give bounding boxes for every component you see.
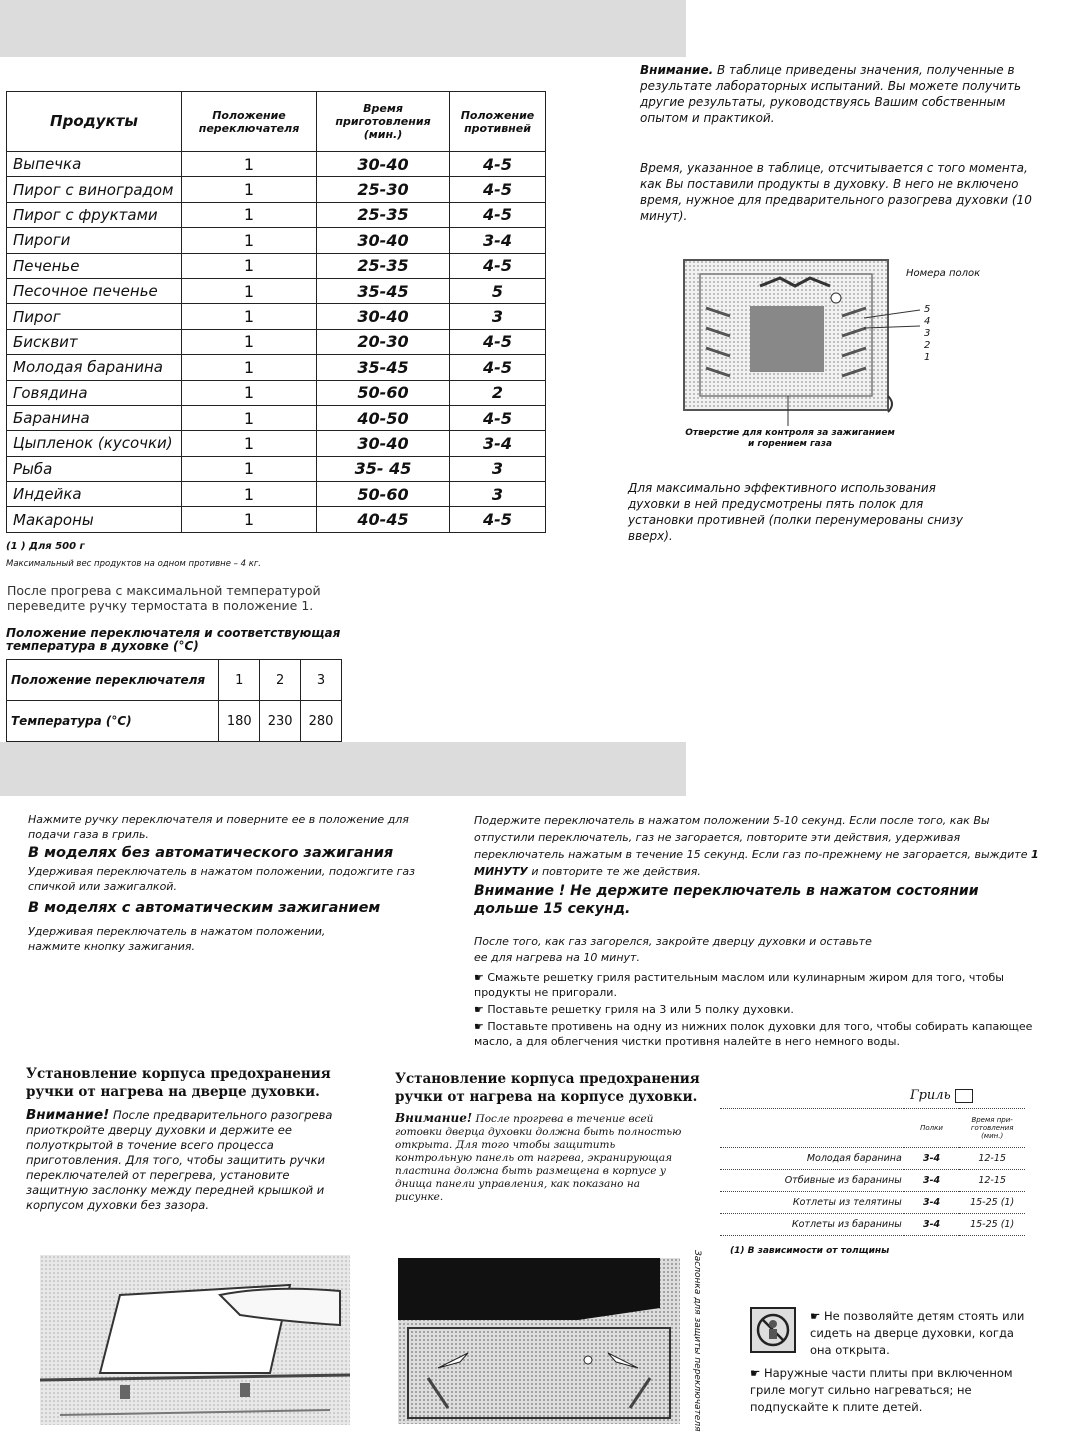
cell-shelf: 4-5 [450,253,546,278]
table-row [7,329,546,354]
grill-cell-shelf: 3-4 [904,1148,959,1170]
door-section-title: Установление корпуса предохранения ручки от нагрева на дверце духовки. [26,1066,331,1100]
grill-cell-time: 15-25 (1) [959,1214,1025,1236]
cell-shelf: 4-5 [450,202,546,227]
cell-shelf: 2 [450,380,546,405]
shelf-number-2: 2 [924,340,931,351]
grill-table-body [720,1148,1025,1236]
temp-position-3: 3 [301,660,342,701]
cell-product: Пирог с виноградом [7,177,182,202]
cell-time: 30-40 [317,228,450,253]
cell-time: 25-35 [317,253,450,278]
grill-cell-time: 15-25 (1) [959,1192,1025,1214]
temp-section-title: Положение переключателя и соответствующая температура в духовке (°C) [6,626,341,653]
shield-side-label: Заслонка для защиты переключателя [692,1250,702,1432]
attention-label: Внимание. [640,63,714,77]
cell-switch: 1 [182,482,317,507]
cell-switch: 1 [182,177,317,202]
col-shelf: Положение противней [450,92,546,152]
grill-icon [955,1089,973,1103]
cell-shelf: 4-5 [450,507,546,532]
hold-switch-text [474,812,1044,880]
safety-hot-parts-text: Наружные части плиты при включенном гриле могут сильно нагреваться; не подпускайте к плите детей. [750,1366,1013,1414]
shelf-number-1: 1 [924,352,931,363]
cell-switch: 1 [182,329,317,354]
grill-row [720,1148,1025,1170]
grill-cell-name: Котлеты из баранины [720,1214,904,1236]
cell-time: 30-40 [317,431,450,456]
cell-time: 40-45 [317,507,450,532]
cell-switch: 1 [182,304,317,329]
cell-switch: 1 [182,278,317,303]
grill-col-empty [720,1109,904,1148]
temp-position-1: 1 [219,660,260,701]
cell-product: Индейка [7,482,182,507]
grill-intro: Нажмите ручку переключателя и поверните ее в положение для подачи газа в гриль. [28,813,409,841]
oven-shelves-diagram [680,256,1040,456]
table-row [7,202,546,227]
grill-title-text: Гриль [910,1088,951,1103]
table-row [7,482,546,507]
body-attention: Внимание! [395,1111,473,1125]
shelf-numbers-list [924,304,930,364]
table-row [7,405,546,430]
cell-switch: 1 [182,507,317,532]
col-switch: Положение переключателя [182,92,317,152]
cell-product: Молодая баранина [7,355,182,380]
grill-cell-name: Отбивные из баранины [720,1170,904,1192]
max-weight-note: Максимальный вес продуктов на одном противне – 4 кг. [6,559,262,569]
temp-value-2: 230 [260,701,301,742]
footnote-1: (1 ) Для 500 г [6,541,85,552]
header-band [0,0,686,57]
cell-switch: 1 [182,355,317,380]
hole-caption-line2: и горением газа [747,439,833,449]
table-row [7,355,546,380]
heading-auto-ignition: В моделях с автоматическим зажиганием [28,900,381,916]
temp-value-3: 280 [301,701,342,742]
table-row [7,152,546,177]
grill-bullet-3 [474,1019,1044,1049]
cell-shelf: 4-5 [450,355,546,380]
cell-product: Макароны [7,507,182,532]
grill-cell-shelf: 3-4 [904,1192,959,1214]
grill-bullet-2 [474,1002,1044,1017]
shelf-number-3: 3 [924,328,931,339]
cell-shelf: 3 [450,456,546,481]
grill-col-shelf: Полки [904,1109,959,1148]
table-row [7,177,546,202]
grill-bullet-3-text: Поставьте противень на одну из нижних полок духовки для того, чтобы собирать капающее масло, а для облегчения чистки противня налейте в него немного воды. [474,1020,1033,1048]
safety-children-text: Не позволяйте детям стоять или сидеть на дверце духовки, когда она открыта. [810,1309,1025,1357]
cell-shelf: 4-5 [450,329,546,354]
time-note: Время, указанное в таблице, отсчитывается с того момента, как Вы поставили продукты в духовку. В него не включено время, нужное для предварительного разогрева духовки (10 минут). [640,161,1032,223]
cell-product: Бисквит [7,329,182,354]
hold-text-b: и повторите те же действия. [531,865,701,878]
side-label-wrap [686,1250,704,1432]
grill-bullet-1 [474,970,1044,1000]
body-section-title: Установление корпуса предохранения ручки от нагрева на корпусе духовки. [395,1071,700,1105]
table-row [7,304,546,329]
cell-time: 50-60 [317,380,450,405]
table-row [7,431,546,456]
door-text: После предварительного разогрева приоткройте дверцу духовки и держите ее полуоткрытой в точение всего процесса приготовления. Для того, чтобы защитить ручки переключателей от перегрева, установите защитную заслонку между передней крышкой и корпусом духовки без зазора. [26,1108,333,1212]
attention-text: В таблице приведены значения, полученные в результате лабораторных испытаний. Вы можете получить другие результаты, руководствуясь Вашим собственным опытом и практикой. [640,63,1022,125]
cell-switch: 1 [182,405,317,430]
grill-cell-name: Котлеты из телятины [720,1192,904,1214]
cell-time: 35-45 [317,355,450,380]
oven-door-icon [40,1255,350,1425]
cell-time: 35- 45 [317,456,450,481]
table-row [7,456,546,481]
oven-icon [680,256,1040,456]
cell-time: 50-60 [317,482,450,507]
cell-shelf: 5 [450,278,546,303]
cell-time: 35-45 [317,278,450,303]
cell-switch: 1 [182,202,317,227]
after-light-text: После того, как газ загорелся, закройте дверцу духовки и оставьте ее для нагрева на 10 минут. [474,935,872,964]
warning-15-seconds: Внимание ! Не держите переключатель в нажатом состоянии дольше 15 секунд. [474,883,979,917]
body-shield-illustration [398,1258,680,1424]
grill-row [720,1170,1025,1192]
cell-switch: 1 [182,253,317,278]
grill-cell-time: 12-15 [959,1148,1025,1170]
cell-time: 30-40 [317,152,450,177]
grill-row [720,1214,1025,1236]
pointing-hand-icon: ☛ [474,1003,484,1016]
baking-table [6,91,546,533]
pointing-hand-icon: ☛ [474,971,484,984]
cell-switch: 1 [182,431,317,456]
temp-row-label-temp: Температура (°C) [7,701,219,742]
safety-children [810,1308,1030,1359]
body-text: После прогрева в течение всей готовки дверца духовки должна быть полностью открыта. Для того чтобы защитить контрольную панель от нагрева, экранирующая пластина должна быть размещена в корпусе у днища панели управления, как показано на рисунке. [395,1113,682,1203]
grill-table [720,1108,1025,1236]
auto-ignition-text: Удерживая переключатель в нажатом положении, нажмите кнопку зажигания. [28,925,326,953]
no-auto-ignition-text: Удерживая переключатель в нажатом положении, подожгите газ спичкой или зажигалкой. [28,865,415,893]
temp-value-1: 180 [219,701,260,742]
hole-caption-line1: Отверстие для контроля за зажиганием [685,428,895,438]
col-products: Продукты [7,92,182,152]
cell-shelf: 4-5 [450,177,546,202]
middle-band [0,742,686,796]
pointing-hand-icon: ☛ [750,1366,761,1380]
grill-row [720,1192,1025,1214]
hold-text-bold: 1 МИНУТУ [474,848,1039,878]
heading-no-auto-ignition: В моделях без автоматического зажигания [28,845,394,861]
five-shelves-note: Для максимально эффективного использования духовки в ней предусмотрены пять полок для установки противней (полки перенумерованы снизу вверх). [628,481,963,543]
grill-footnote: (1) В зависимости от толщины [730,1246,890,1256]
grill-bullet-2-text: Поставьте решетку гриля на 3 или 5 полку духовки. [487,1003,794,1016]
cell-product: Баранина [7,405,182,430]
door-shield-illustration [40,1255,350,1425]
cell-shelf: 4-5 [450,405,546,430]
cell-product: Выпечка [7,152,182,177]
door-attention: Внимание! [26,1107,110,1123]
shelf-number-5: 5 [924,304,931,315]
cell-shelf: 3 [450,482,546,507]
body-section-text [395,1112,685,1204]
cell-time: 20-30 [317,329,450,354]
cell-product: Пирог с фруктами [7,202,182,227]
col-time: Время приготовления (мин.) [317,92,450,152]
shelf-number-4: 4 [924,316,931,327]
hole-caption [680,428,900,450]
grill-bullet-1-text: Смажьте решетку гриля растительным маслом или кулинарным жиром для того, чтобы продукты не пригорали. [474,971,1004,999]
table-row [7,253,546,278]
table-row [7,380,546,405]
table-row [7,507,546,532]
temperature-table [6,659,342,742]
cell-switch: 1 [182,152,317,177]
safety-hot-parts [750,1365,1040,1416]
cell-time: 25-35 [317,202,450,227]
no-children-warning-icon [750,1307,796,1353]
grill-table-title [910,1088,973,1103]
grill-cell-shelf: 3-4 [904,1170,959,1192]
cell-shelf: 3-4 [450,431,546,456]
cell-product: Песочное печенье [7,278,182,303]
grill-bullets [474,970,1044,1049]
baking-table-body [7,152,546,533]
pointing-hand-icon: ☛ [810,1309,821,1323]
table-row [7,228,546,253]
cell-time: 40-50 [317,405,450,430]
door-section-text [26,1108,346,1213]
pointing-hand-icon: ☛ [474,1020,484,1033]
cell-switch: 1 [182,456,317,481]
cell-switch: 1 [182,228,317,253]
temp-position-2: 2 [260,660,301,701]
grill-cell-shelf: 3-4 [904,1214,959,1236]
cell-shelf: 4-5 [450,152,546,177]
cell-time: 30-40 [317,304,450,329]
temp-row-label-position: Положение переключателя [7,660,219,701]
cell-product: Пирог [7,304,182,329]
oven-body-icon [398,1258,680,1424]
hold-text-a: Подержите переключатель в нажатом положении 5-10 секунд. Если после того, как Вы отпустили переключатель, газ не загорается, повторите эти действия, удерживая переключатель нажатым в течение 15 секунд. Если газ по-прежнему не загорается, выждите [474,814,1028,861]
shelf-numbers-label: Номера полок [906,268,981,279]
cell-switch: 1 [182,380,317,405]
cell-shelf: 3-4 [450,228,546,253]
cell-time: 25-30 [317,177,450,202]
cell-shelf: 3 [450,304,546,329]
grill-cell-name: Молодая баранина [720,1148,904,1170]
cell-product: Цыпленок (кусочки) [7,431,182,456]
grill-col-time: Время при-готовления (мин.) [959,1109,1025,1148]
table-row [7,278,546,303]
cell-product: Рыба [7,456,182,481]
after-heat-note: После прогрева с максимальной температурой переведите ручку термостата в положение 1. [7,583,321,613]
grill-cell-time: 12-15 [959,1170,1025,1192]
attention-block [640,62,1040,126]
cell-product: Говядина [7,380,182,405]
cell-product: Печенье [7,253,182,278]
cell-product: Пироги [7,228,182,253]
